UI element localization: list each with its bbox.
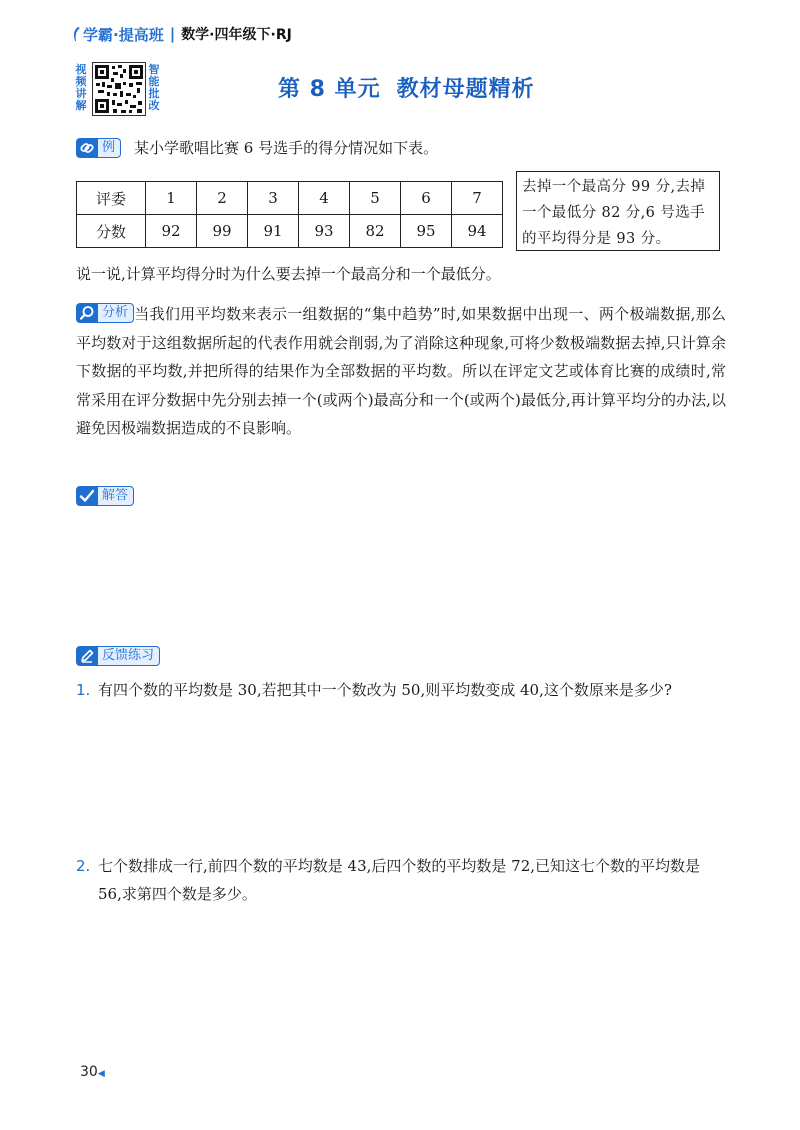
page-arrow-icon: ◀: [97, 1069, 105, 1079]
analysis-body: 当我们用平均数来表示一组数据的“集中趋势”时,如果数据中出现一、两个极端数据,那么平均数对于这组数据所起的代表作用就会削弱,为了消除这种现象,可将少数极端数据去掉,只计算余下数据的平均数,并把所得的结果作为全部数据的平均数。所以在评定文艺或体育比赛的成绩时,常常采用在评分数据中先分别去掉一个(或两个)最高分和一个(或两个)最低分,再计算平均分的办法,以避免因极端数据造成的不良影响。: [76, 305, 726, 437]
question-text: 七个数排成一行,前四个数的平均数是 43,后四个数的平均数是 72,已知这七个数的平均数是 56,求第四个数是多少。: [98, 857, 701, 903]
score-cell: 99: [197, 215, 248, 248]
page-number: [80, 1064, 105, 1080]
page-header: [72, 22, 292, 46]
question-number: 1.: [76, 681, 91, 699]
example-question: 说一说,计算平均得分时为什么要去掉一个最高分和一个最低分。: [76, 265, 501, 283]
answer-tag-label: 解答: [98, 486, 134, 506]
score-cell: 92: [146, 215, 197, 248]
note-box: 去掉一个最高分 99 分,去掉一个最低分 82 分,6 号选手的平均得分是 93 分。: [516, 171, 720, 251]
practice-question-2: [76, 852, 726, 908]
checkmark-icon: [76, 486, 98, 506]
score-cell: 94: [452, 215, 503, 248]
subject-label: 数学·四年级下·RJ: [181, 27, 292, 43]
unit-heading: [278, 72, 535, 103]
table-row: [77, 182, 503, 215]
practice-tag-label: 反馈练习: [98, 646, 160, 666]
question-text: 有四个数的平均数是 30,若把其中一个数改为 50,则平均数变成 40,这个数原来是多少?: [98, 681, 672, 699]
judge-cell: 3: [248, 182, 299, 215]
judge-cell: 4: [299, 182, 350, 215]
brand: [72, 24, 164, 45]
qr-right-label: 智能批改: [148, 63, 160, 112]
unit-title: 教材母题精析: [396, 77, 535, 102]
qr-block[interactable]: [74, 62, 162, 124]
header-separator: |: [169, 25, 176, 43]
link-icon: [76, 138, 98, 158]
question-number: 2.: [76, 857, 91, 875]
qr-code-icon[interactable]: [92, 62, 146, 116]
pencil-icon: [76, 646, 98, 666]
example-tag-label: 例: [98, 138, 121, 158]
analysis-tag-label: 分析: [98, 303, 134, 323]
judge-cell: 5: [350, 182, 401, 215]
judge-cell: 6: [401, 182, 452, 215]
analysis-text: [76, 300, 726, 443]
table-row: [77, 215, 503, 248]
score-cell: 93: [299, 215, 350, 248]
practice-tag: [76, 646, 160, 666]
brand-name: 学霸·提高班: [83, 25, 164, 44]
leaf-icon: [72, 27, 80, 41]
page-number-value: 30: [80, 1064, 98, 1080]
row-header-score: 分数: [77, 215, 146, 248]
score-cell: 91: [248, 215, 299, 248]
example-tag: [76, 138, 121, 158]
score-cell: 95: [401, 215, 452, 248]
judge-cell: 1: [146, 182, 197, 215]
judge-cell: 2: [197, 182, 248, 215]
practice-question-1: [76, 676, 726, 704]
judge-cell: 7: [452, 182, 503, 215]
example-intro: 某小学歌唱比赛 6 号选手的得分情况如下表。: [134, 139, 439, 157]
answer-tag: [76, 486, 134, 506]
score-table: [76, 181, 503, 248]
score-cell: 82: [350, 215, 401, 248]
row-header-judge: 评委: [77, 182, 146, 215]
qr-left-label: 视频讲解: [75, 63, 87, 112]
unit-number: 第 8 单元: [278, 77, 381, 102]
